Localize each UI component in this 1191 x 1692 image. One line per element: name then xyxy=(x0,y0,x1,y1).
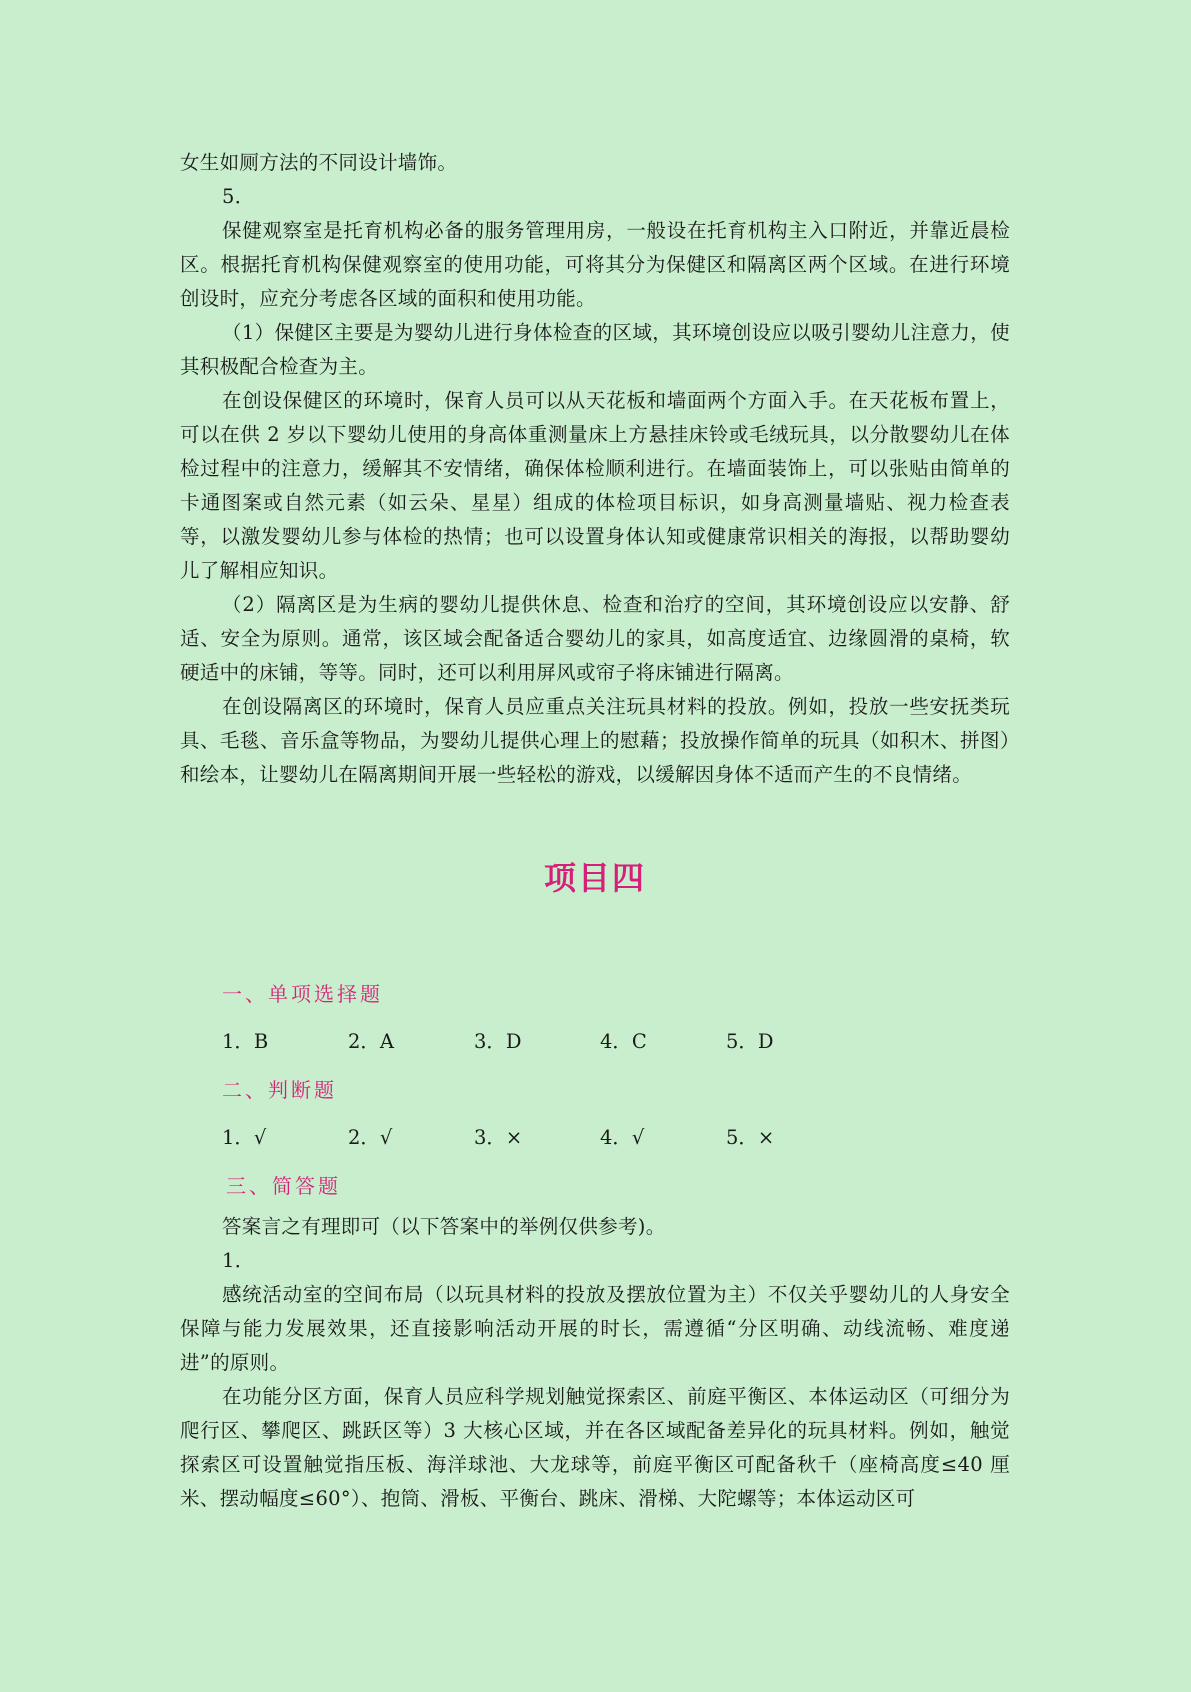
watermark-decoration xyxy=(758,1622,881,1691)
watermark-decoration xyxy=(1138,1622,1191,1691)
section-title: 项目四 xyxy=(543,859,646,897)
paragraph: （2）隔离区是为生病的婴幼儿提供休息、检查和治疗的空间，其环境创设应以安静、舒适、安全为原则。通常，该区域会配备适合婴幼儿的家具，如高度适宜、边缘圆滑的桌椅，软硬适中的床铺，等等。同时，还可以利用屏风或帘子将床铺进行隔离。 xyxy=(180,593,1010,684)
part1-title: 一、单项选择题 xyxy=(222,982,383,1006)
answer-item: 5．× xyxy=(726,1126,775,1149)
part3-paragraphs xyxy=(180,1210,1010,1516)
answer-item: 3．× xyxy=(474,1126,523,1149)
part2-title: 二、判断题 xyxy=(222,1078,337,1102)
answer-item: 3．D xyxy=(474,1030,522,1053)
document-page xyxy=(180,146,1010,1516)
paragraph: 在创设保健区的环境时，保育人员可以从天花板和墙面两个方面入手。在天花板布置上，可以在供 2 岁以下婴幼儿使用的身高体重测量床上方悬挂床铃或毛绒玩具，以分散婴幼儿在体检过程中的注意力，缓解其不安情绪，确保体检顺利进行。在墙面装饰上，可以张贴由简单的卡通图案或自然元素（如云朵、星星）组成的体检项目标识，如身高测量墙贴、视力检查表等，以激发婴幼儿参与体检的热情；也可以设置身体认知或健康常识相关的海报，以帮助婴幼儿了解相应知识。 xyxy=(180,389,1010,582)
watermark-decoration xyxy=(358,1622,481,1691)
paragraph: （1）保健区主要是为婴幼儿进行身体检查的区域，其环境创设应以吸引婴幼儿注意力，使其积极配合检查为主。 xyxy=(180,321,1010,378)
answer-item: 4．C xyxy=(600,1030,647,1053)
paragraph: 在功能分区方面，保育人员应科学规划触觉探索区、前庭平衡区、本体运动区（可细分为爬行区、攀爬区、跳跃区等）3 大核心区域，并在各区域配备差异化的玩具材料。例如，触觉探索区可设置触觉指压板、海洋球池、大龙球等，前庭平衡区可配备秋千（座椅高度≤40 厘米、摆动幅度≤60°）、抱筒、滑板、平衡台、跳床、滑梯、大陀螺等；本体运动区可 xyxy=(180,1385,1010,1510)
answer-item: 2．A xyxy=(348,1030,394,1053)
answer-item: 1．√ xyxy=(222,1126,267,1149)
answer-item: 2．√ xyxy=(348,1126,393,1149)
paragraph: 保健观察室是托育机构必备的服务管理用房，一般设在托育机构主入口附近，并靠近晨检区。根据托育机构保健观察室的使用功能，可将其分为保健区和隔离区两个区域。在进行环境创设时，应充分考虑各区域的面积和使用功能。 xyxy=(180,219,1010,310)
answer-item: 5．D xyxy=(726,1030,774,1053)
paragraph: 5． xyxy=(222,185,255,208)
part1-answers xyxy=(180,1018,1010,1066)
answer-item: 4．√ xyxy=(600,1126,645,1149)
top-paragraphs xyxy=(180,146,1010,792)
watermark-decoration xyxy=(0,1622,122,1691)
paragraph: 答案言之有理即可（以下答案中的举例仅供参考)。 xyxy=(222,1215,666,1238)
paragraph: 女生如厕方法的不同设计墙饰。 xyxy=(180,151,458,174)
paragraph: 感统活动室的空间布局（以玩具材料的投放及摆放位置为主）不仅关乎婴幼儿的人身安全保障与能力发展效果，还直接影响活动开展的时长，需遵循“分区明确、动线流畅、难度递进”的原则。 xyxy=(180,1283,1010,1374)
part2-answers xyxy=(180,1114,1010,1162)
answer-item: 1．B xyxy=(222,1030,269,1053)
part3-title: 三、简答题 xyxy=(226,1174,341,1198)
paragraph: 在创设隔离区的环境时，保育人员应重点关注玩具材料的投放。例如，投放一些安抚类玩具、毛毯、音乐盒等物品，为婴幼儿提供心理上的慰藉；投放操作简单的玩具（如积木、拼图）和绘本，让婴幼儿在隔离期间开展一些轻松的游戏，以缓解因身体不适而产生的不良情绪。 xyxy=(180,695,1010,786)
paragraph: 1． xyxy=(222,1249,255,1272)
